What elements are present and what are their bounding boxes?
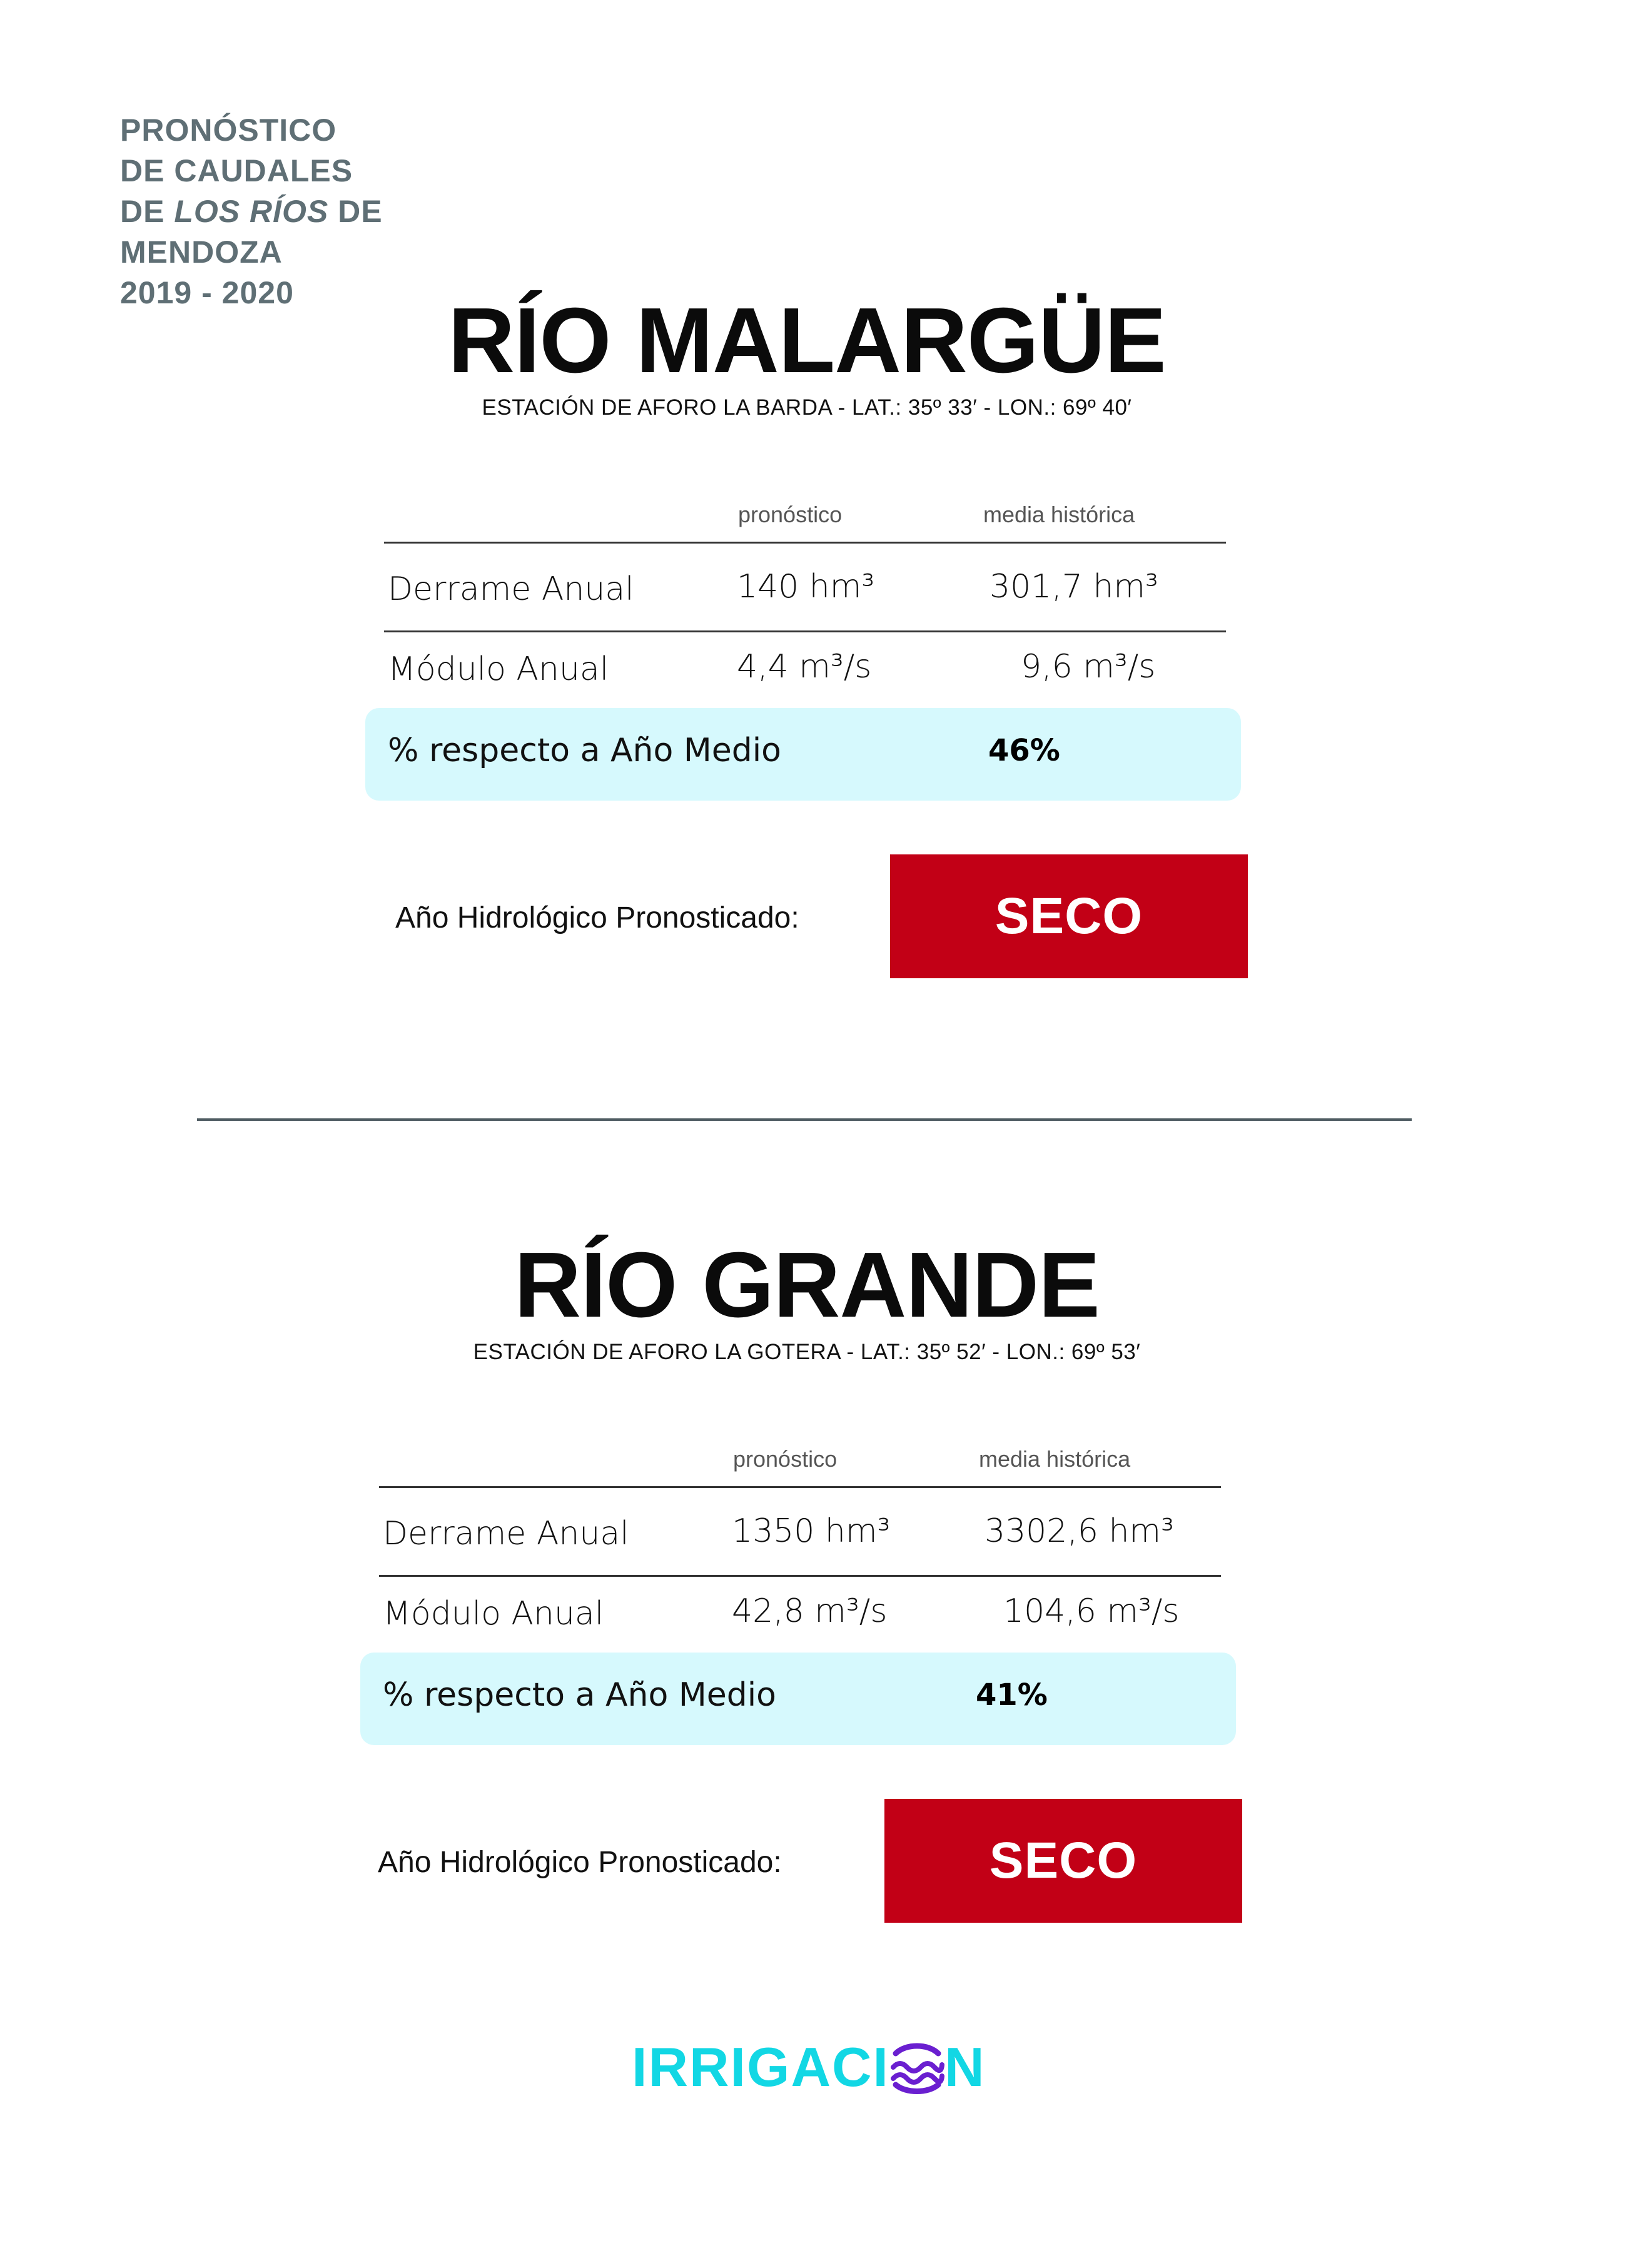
header-line-3 <box>120 191 383 232</box>
header-line-4: MENDOZA <box>120 235 283 270</box>
header-line-3-post: DE <box>328 194 383 229</box>
station-info: ESTACIÓN DE AFORO LA BARDA - LAT.: 35º 33′ - LON.: 69º 40′ <box>482 395 1132 420</box>
percent-label: % respecto a Año Medio <box>383 1676 776 1714</box>
row-label-modulo: Módulo Anual <box>383 1595 604 1633</box>
row-historic-derrame: 3302,6 hm³ <box>985 1512 1174 1550</box>
irrigacion-logo <box>632 2036 986 2098</box>
year-label: Año Hidrológico Pronosticado: <box>395 901 799 934</box>
row-historic-derrame: 301,7 hm³ <box>990 568 1158 605</box>
header-line-5: 2019 - 2020 <box>120 275 294 310</box>
percent-value: 46% <box>988 733 1060 768</box>
row-forecast-modulo: 4,4 m³/s <box>737 648 872 686</box>
document-header <box>120 110 383 313</box>
column-header-historic: media histórica <box>979 1446 1131 1472</box>
header-line-3-pre: DE <box>120 194 175 229</box>
year-badge: SECO <box>890 854 1248 978</box>
table-mid-rule <box>379 1575 1221 1577</box>
year-badge: SECO <box>884 1799 1242 1923</box>
row-historic-modulo: 9,6 m³/s <box>1021 648 1156 686</box>
row-forecast-modulo: 42,8 m³/s <box>732 1592 888 1630</box>
table-top-rule <box>384 542 1226 544</box>
header-line-1: PRONÓSTICO <box>120 113 337 148</box>
section-divider <box>197 1118 1412 1121</box>
row-label-derrame: Derrame Anual <box>388 570 634 608</box>
table-top-rule <box>379 1486 1221 1488</box>
row-label-derrame: Derrame Anual <box>383 1515 629 1552</box>
table-mid-rule <box>384 630 1226 632</box>
row-historic-modulo: 104,6 m³/s <box>1003 1592 1180 1630</box>
river-title: RÍO MALARGÜE <box>448 289 1166 392</box>
column-header-forecast: pronóstico <box>738 502 843 527</box>
header-line-2: DE CAUDALES <box>120 153 353 188</box>
row-forecast-derrame: 140 hm³ <box>737 568 875 605</box>
header-line-3-italic: LOS RÍOS <box>174 194 329 229</box>
station-info: ESTACIÓN DE AFORO LA GOTERA - LAT.: 35º 52′ - LON.: 69º 53′ <box>473 1340 1141 1364</box>
row-forecast-derrame: 1350 hm³ <box>732 1512 891 1550</box>
year-label: Año Hidrológico Pronosticado: <box>378 1846 782 1879</box>
percent-value: 41% <box>976 1678 1048 1713</box>
column-header-forecast: pronóstico <box>733 1446 838 1472</box>
logo-text-pre: IRRIGACI <box>632 2036 889 2098</box>
logo-text-post: N <box>944 2036 986 2098</box>
river-title: RÍO GRANDE <box>514 1233 1100 1337</box>
row-label-modulo: Módulo Anual <box>388 651 609 688</box>
percent-label: % respecto a Año Medio <box>388 732 781 769</box>
column-header-historic: media histórica <box>983 502 1135 527</box>
wave-o-icon <box>889 2040 944 2095</box>
